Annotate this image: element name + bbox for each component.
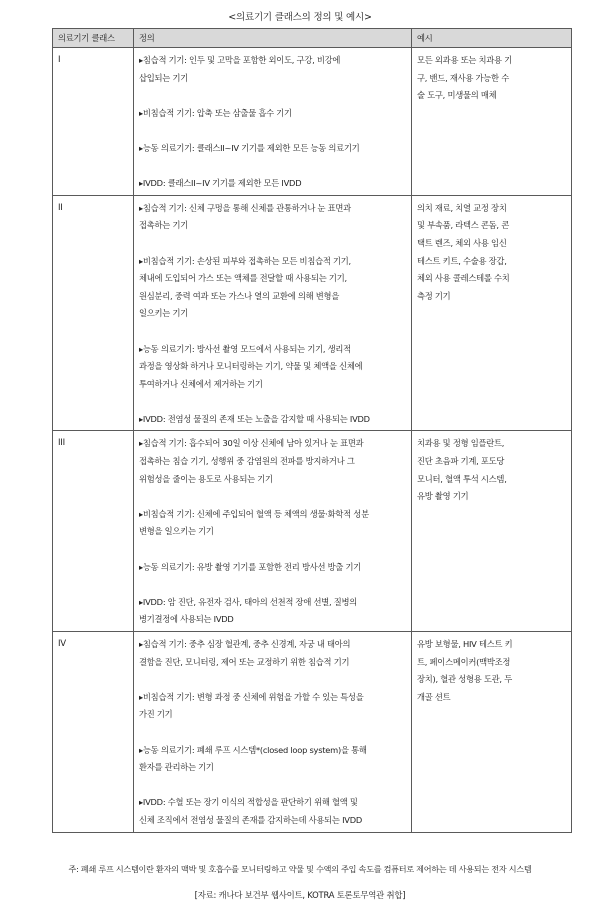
table-row: [53, 431, 572, 632]
example-line: 의치 재료, 치열 교정 장치: [417, 202, 507, 213]
entry-spacer: [139, 393, 406, 411]
definition-line: ▸침습적 기기: 중추 심장 혈관계, 중추 신경계, 자궁 내 태아의: [139, 639, 351, 649]
example-line: 모니터, 혈액 투석 시스템,: [417, 473, 507, 484]
header-examples: 예시: [412, 29, 572, 48]
entry-spacer: [139, 122, 406, 140]
definition-line: 일으키는 기기: [139, 308, 188, 319]
example-line: 테스트 키트, 수술용 장갑,: [417, 255, 507, 266]
entry-spacer: [139, 724, 406, 742]
definition-line: ▸비침습적 기기: 신체에 주입되어 혈액 등 체액의 생물·화학적 성분: [139, 508, 369, 519]
example-line: 유방 보형물, HIV 테스트 키: [417, 639, 513, 649]
footnote: 주: 폐쇄 루프 시스템이란 환자의 맥박 및 호흡수를 모니터링하고 약물 및 수액의 주입 속도를 컴퓨터로 제어하는 데 사용되는 전자 시스템: [68, 864, 532, 874]
entry-spacer: [139, 323, 406, 341]
entry-spacer: [139, 87, 406, 105]
example-line: 장치), 혈관 성형용 도관, 두: [417, 674, 512, 685]
example-line: 측정 기기: [417, 290, 451, 301]
example-line: 유방 촬영 기기: [417, 491, 469, 502]
definition-line: 병기결정에 사용되는 IVDD: [139, 614, 234, 625]
examples-cell: [412, 632, 572, 833]
definition-cell: [134, 431, 412, 632]
examples-cell: [412, 48, 572, 196]
definition-cell: [134, 48, 412, 196]
definition-entry: [139, 689, 406, 724]
definition-entry: [139, 341, 406, 394]
example-line: 모든 외과용 또는 치과용 기: [417, 55, 512, 65]
definition-line: ▸침습적 기기: 흡수되어 30일 이상 신체에 남아 있거나 눈 표면과: [139, 438, 364, 449]
definition-line: 체내에 도입되어 가스 또는 액체를 전달할 때 사용되는 기기,: [139, 273, 347, 284]
examples-cell: [412, 431, 572, 632]
definition-line: 변형을 일으키는 기기: [139, 526, 214, 537]
entry-spacer: [139, 488, 406, 506]
definition-cell: [134, 632, 412, 833]
example-line: 개골 션트: [417, 691, 451, 702]
definition-line: ▸IVDD: 암 진단, 유전자 검사, 태아의 선천적 장애 선별, 질병의: [139, 596, 358, 607]
definition-entry: [139, 140, 406, 158]
definition-line: ▸IVDD: 전염성 물질의 존재 또는 노출을 감지할 때 사용되는 IVDD: [139, 413, 370, 424]
definition-line: 위험성을 줄이는 용도로 사용되는 기기: [139, 473, 273, 484]
definition-line: ▸IVDD: 클래스II~IV 기기를 제외한 모든 IVDD: [139, 178, 302, 189]
definition-line: 결함을 진단, 모니터링, 제어 또는 교정하기 위한 침습적 기기: [139, 656, 350, 667]
entry-spacer: [139, 671, 406, 689]
definition-entry: [139, 559, 406, 577]
definition-line: ▸침습적 기기: 인두 및 고막을 포함한 외이도, 구강, 비강에: [139, 55, 341, 65]
entry-spacer: [139, 158, 406, 176]
entry-spacer: [139, 541, 406, 559]
header-class: 의료기기 클래스: [53, 29, 134, 48]
definition-line: ▸능동 의료기기: 폐쇄 루프 시스템*(closed loop system)을 통해: [139, 744, 367, 755]
definition-line: 신체 조직에서 전염성 물질의 존재를 감지하는데 사용되는 IVDD: [139, 814, 362, 825]
example-line: 치과용 및 정형 임플란트,: [417, 438, 505, 449]
definition-line: 원심분리, 중력 여과 또는 가스나 열의 교환에 의해 변형을: [139, 290, 340, 301]
definition-entry: [139, 742, 406, 777]
table-caption: <의료기기 클래스의 정의 및 예시>: [228, 12, 372, 23]
example-line: 진단 초음파 기계, 포도당: [417, 456, 505, 467]
table-row: [53, 632, 572, 833]
definition-line: ▸능동 의료기기: 유방 촬영 기기를 포함한 전리 방사선 방출 기기: [139, 561, 362, 572]
definition-entry: [139, 175, 406, 193]
source-note: [자료: 캐나다 보건부 웹사이트, KOTRA 토론토무역관 취합]: [194, 890, 406, 900]
definition-line: ▸비침습적 기기: 손상된 피부와 접촉하는 모든 비침습적 기기,: [139, 255, 351, 266]
definition-cell: [134, 195, 412, 431]
example-line: 및 부속품, 라텍스 콘돔, 콘: [417, 220, 509, 231]
definition-entry: [139, 594, 406, 629]
entry-spacer: [139, 777, 406, 795]
class-cell: III: [53, 431, 134, 632]
entry-spacer: [139, 235, 406, 253]
definition-entry: [139, 52, 406, 87]
table-header-row: [53, 29, 572, 48]
class-cell: II: [53, 195, 134, 431]
definition-line: 가진 기기: [139, 709, 173, 720]
definition-line: 접촉하는 침습 기기, 성행위 중 감염원의 전파를 방지하거나 그: [139, 456, 355, 467]
table-row: [53, 48, 572, 196]
definition-entry: [139, 200, 406, 235]
definition-entry: [139, 636, 406, 671]
example-line: 구, 밴드, 재사용 가능한 수: [417, 72, 509, 83]
class-cell: I: [53, 48, 134, 196]
header-definition: 정의: [134, 29, 412, 48]
example-line: 체외 사용 콜레스테롤 수치: [417, 273, 510, 284]
definition-line: 투여하거나 신체에서 제거하는 기기: [139, 378, 263, 389]
entry-spacer: [139, 576, 406, 594]
definition-line: ▸비침습적 기기: 변형 과정 중 신체에 위험을 가할 수 있는 특성을: [139, 691, 364, 702]
definition-line: ▸비침습적 기기: 압축 또는 삼출물 흡수 기기: [139, 107, 292, 118]
definition-line: ▸능동 의료기기: 방사선 촬영 모드에서 사용되는 기기, 생리적: [139, 343, 351, 354]
definition-line: 과정을 영상화 하거나 모니터링하는 기기, 약물 및 체액을 신체에: [139, 361, 363, 372]
examples-cell: [412, 195, 572, 431]
example-line: 택트 렌즈, 체외 사용 임신: [417, 237, 507, 248]
definition-entry: [139, 506, 406, 541]
definition-entry: [139, 435, 406, 488]
definition-line: 접촉하는 기기: [139, 220, 188, 231]
definition-line: ▸능동 의료기기: 클래스II~IV 기기를 제외한 모든 능동 의료기기: [139, 142, 360, 153]
definition-line: ▸침습적 기기: 신체 구멍을 통해 신체를 관통하거나 눈 표면과: [139, 202, 351, 213]
definition-entry: [139, 411, 406, 429]
table-row: [53, 195, 572, 431]
definition-line: 환자를 관리하는 기기: [139, 762, 214, 773]
device-class-table: [52, 28, 572, 833]
definition-entry: [139, 794, 406, 829]
definition-entry: [139, 253, 406, 323]
definition-line: ▸IVDD: 수혈 또는 장기 이식의 적합성을 판단하기 위해 혈액 및: [139, 797, 358, 808]
class-cell: IV: [53, 632, 134, 833]
definition-entry: [139, 105, 406, 123]
example-line: 술 도구, 미생물의 매체: [417, 90, 497, 101]
definition-line: 삽입되는 기기: [139, 72, 188, 83]
example-line: 트, 페이스메이커(맥박조정: [417, 656, 511, 667]
